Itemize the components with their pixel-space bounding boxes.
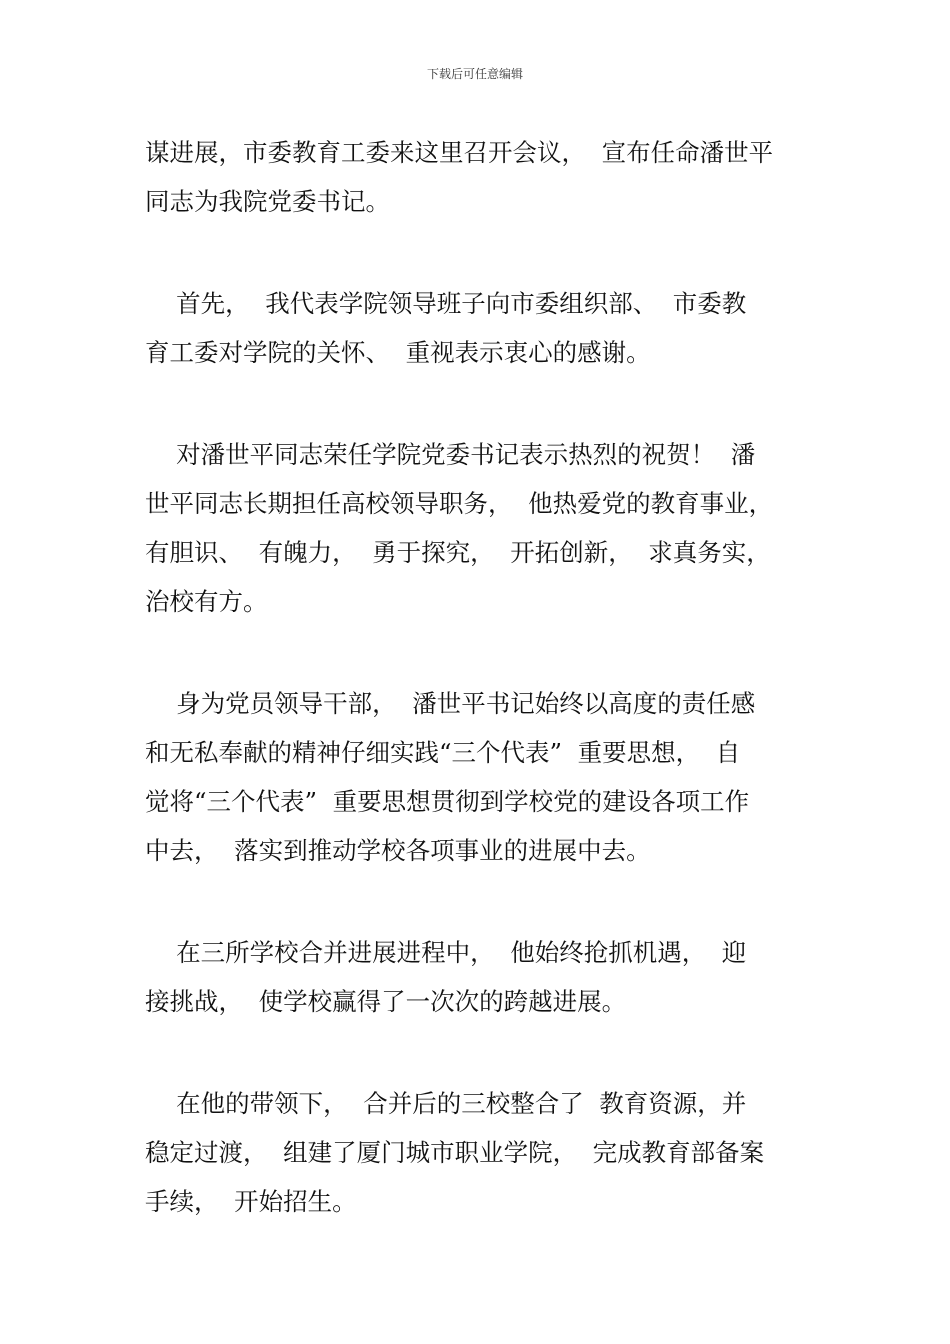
- text-line: 首先， 我代表学院领导班子向市委组织部、 市委教: [145, 289, 747, 318]
- paragraph: [145, 1079, 813, 1226]
- paragraph: [145, 679, 813, 875]
- text-line: 对潘世平同志荣任学院党委书记表示热烈的祝贺！ 潘: [145, 440, 756, 469]
- text-line: 同志为我院党委书记。: [145, 187, 390, 216]
- text-line: 在他的带领下， 合并后的三校整合了 教育资源，并: [145, 1089, 747, 1118]
- text-line: 谋进展，市委教育工委来这里召开会议， 宣布任命潘世平: [145, 138, 774, 167]
- text-line: 身为党员领导干部， 潘世平书记始终以高度的责任感: [145, 689, 756, 718]
- text-line: 接挑战， 使学校赢得了一次次的跨越进展。: [145, 987, 627, 1016]
- text-line: 稳定过渡， 组建了厦门城市职业学院， 完成教育部备案: [145, 1138, 765, 1167]
- paragraph: [145, 279, 813, 377]
- text-line: 育工委对学院的关怀、 重视表示衷心的感谢。: [145, 338, 651, 367]
- text-line: 有胆识、 有魄力， 勇于探究， 开拓创新， 求真务实，: [145, 538, 771, 567]
- text-line: 觉将“三个代表” 重要思想贯彻到学校党的建设各项工作: [145, 787, 750, 816]
- paragraph: [145, 128, 813, 226]
- paragraph: [145, 928, 813, 1026]
- paragraph: [145, 430, 813, 626]
- text-line: 手续， 开始招生。: [145, 1187, 357, 1216]
- document-body: [145, 128, 813, 1226]
- text-line: 治校有方。: [145, 587, 268, 616]
- text-line: 中去， 落实到推动学校各项事业的进展中去。: [145, 836, 651, 865]
- text-line: 世平同志长期担任高校领导职务， 他热爱党的教育事业，: [145, 489, 774, 518]
- text-line: 在三所学校合并进展进程中， 他始终抢抓机遇， 迎: [145, 938, 747, 967]
- page-header: 下载后可任意编辑: [426, 67, 523, 81]
- text-line: 和无私奉献的精神仔细实践“三个代表” 重要思想， 自: [145, 738, 741, 767]
